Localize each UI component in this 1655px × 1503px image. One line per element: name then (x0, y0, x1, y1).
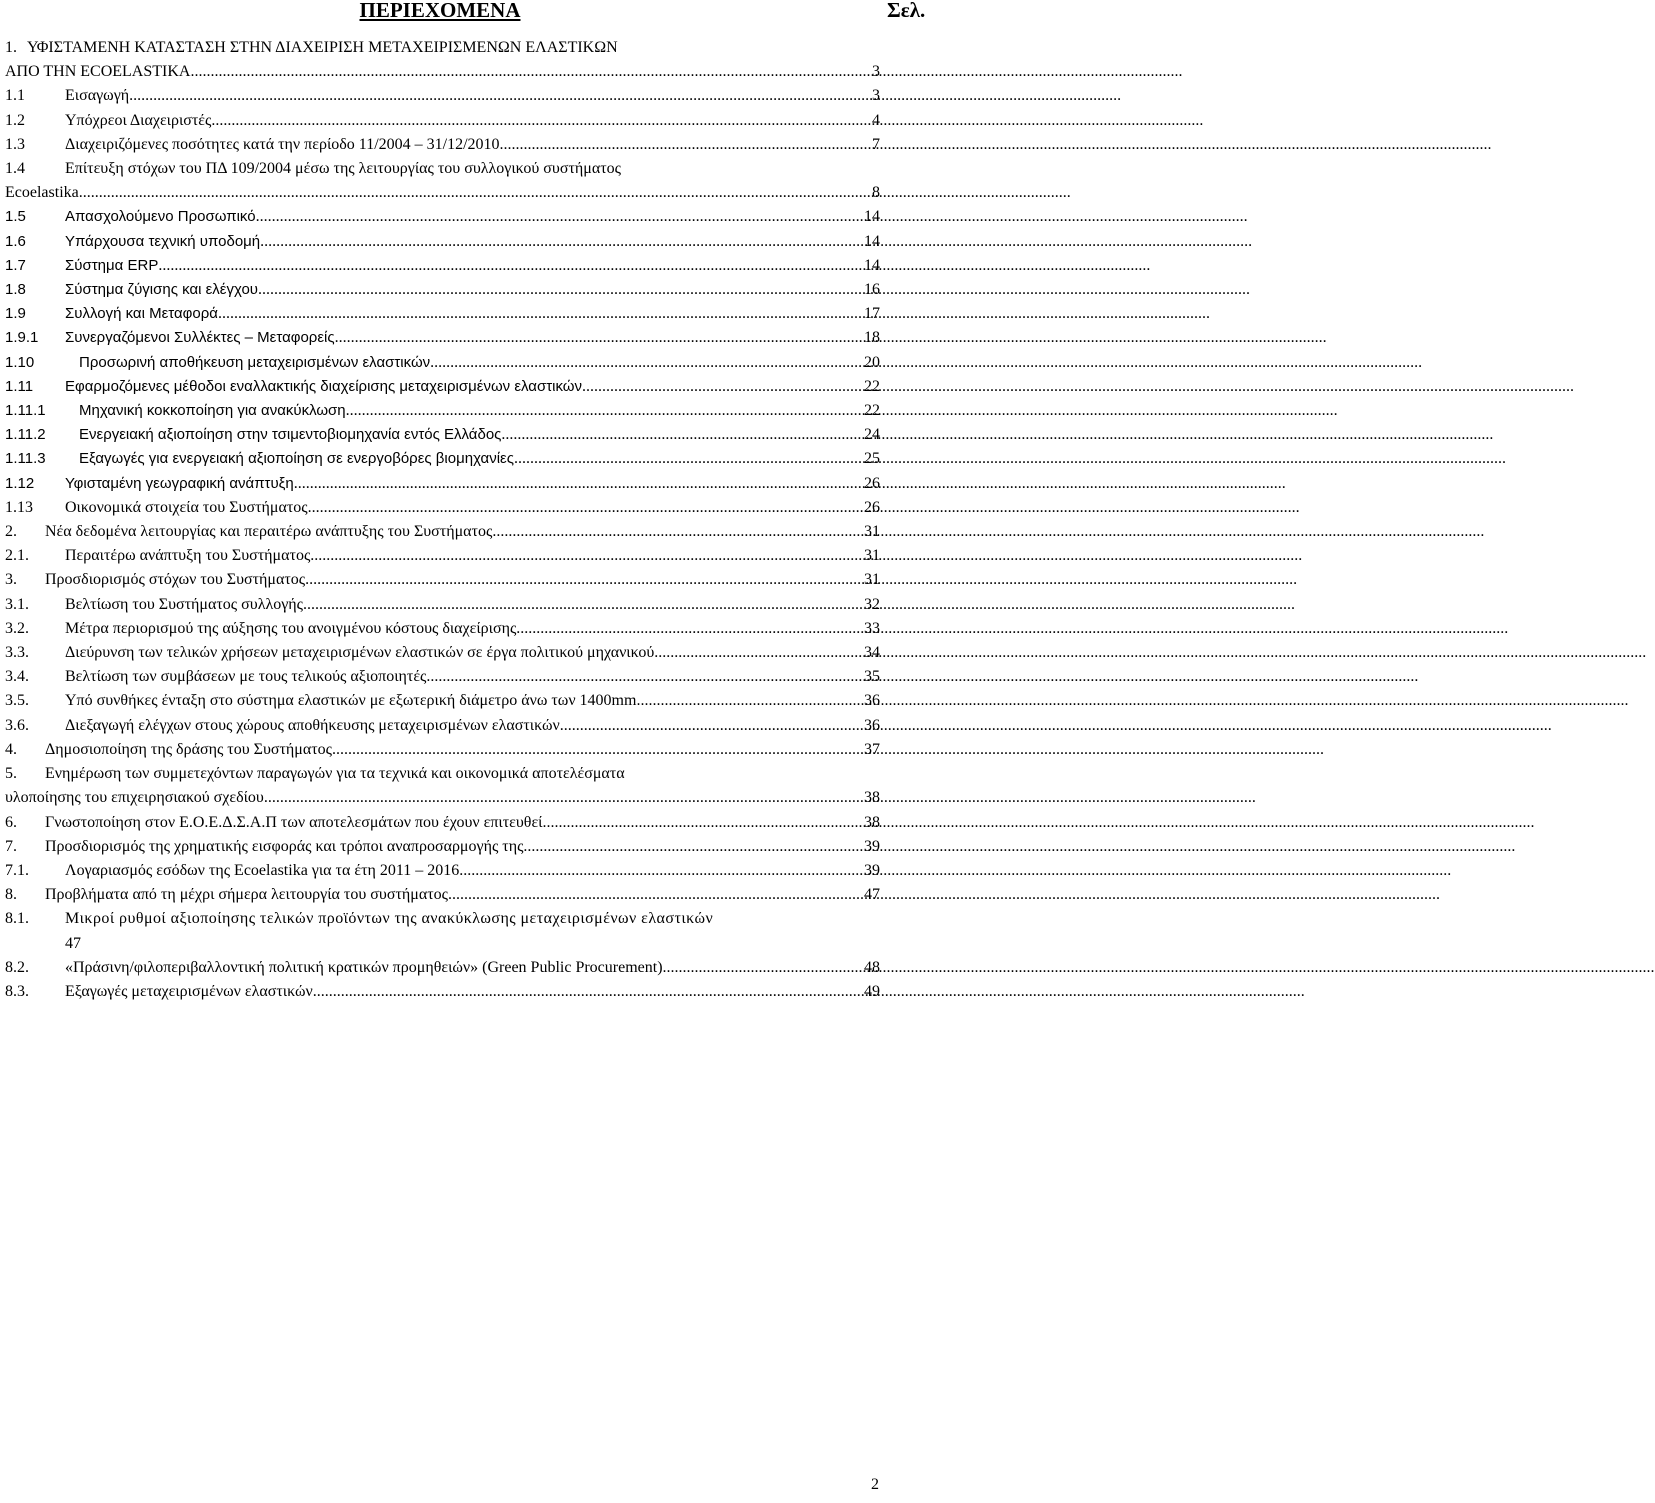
toc-entry[interactable] (5, 689, 880, 713)
toc-entry-number: 1.5 (5, 208, 26, 226)
toc-entry-page: 32 (864, 595, 880, 613)
toc-entry-page: 38 (864, 813, 880, 831)
toc-entry-title: Υπό συνθήκες ένταξη στο σύστημα ελαστικών με εξωτερική διάμετρο άνω των 1400mm (65, 692, 637, 710)
toc-entry[interactable] (5, 254, 880, 278)
toc-entry-title-continued: υλοποίησης του επιχειρησιακού σχεδίου (5, 789, 264, 807)
toc-entry-number: 3.1. (5, 595, 29, 613)
toc-entry-page: 34 (864, 644, 880, 662)
toc-entry-page: 47 (65, 934, 81, 952)
toc-entry-title: Περαιτέρω ανάπτυξη του Συστήματος (65, 547, 311, 565)
toc-entry-page: 3 (872, 87, 880, 105)
toc-entry-title: Εισαγωγή (65, 87, 130, 105)
toc-entry-page: 38 (864, 789, 880, 807)
toc-entry-number: 1.4 (5, 160, 25, 178)
toc-entry-leader (560, 714, 862, 738)
toc-entry[interactable] (5, 326, 880, 350)
toc-entry-title: Υφισταμένη γεωγραφική ανάπτυξη (65, 474, 294, 492)
toc-entry-title: Προσωρινή αποθήκευση μεταχειρισμένων ελαστικών (79, 353, 431, 371)
toc-entry-page: 39 (864, 861, 880, 879)
toc-entry-title: Ενημέρωση των συμμετεχόντων παραγωγών για τα τεχνικά και οικονομικά αποτελέσματα (45, 765, 625, 783)
toc-entry-page: 36 (864, 692, 880, 710)
toc-entry[interactable] (5, 399, 880, 423)
toc-entry-title: Εξαγωγές μεταχειρισμένων ελαστικών (65, 982, 313, 1000)
toc-entry-leader (516, 617, 862, 641)
toc-entry[interactable] (5, 907, 880, 955)
toc-entry-leader (218, 302, 862, 326)
toc-entry-leader (264, 786, 862, 810)
toc-entry[interactable] (5, 617, 880, 641)
toc-entry-leader (305, 568, 862, 592)
toc-entry-page: 7 (872, 135, 880, 153)
toc-entry[interactable] (5, 568, 880, 592)
toc-entry-title: Διεύρυνση των τελικών χρήσεων μεταχειρισμένων ελαστικών σε έργα πολιτικού μηχανικού (65, 644, 655, 662)
page-title: ΠΕΡΙΕΧΟΜΕΝΑ (359, 0, 521, 22)
toc-entry[interactable] (5, 956, 880, 980)
page-number: 2 (871, 1476, 879, 1493)
toc-entry-number: 1.9 (5, 305, 26, 323)
toc-entry-leader (129, 84, 870, 108)
toc-entry-number: 8.1. (5, 910, 29, 928)
toc-entry[interactable] (5, 665, 880, 689)
toc-entry[interactable] (5, 835, 880, 859)
toc-entry-number: 1.11.1 (5, 402, 46, 420)
toc-entry-number: 2.1. (5, 547, 29, 565)
toc-entry-page: 33 (864, 619, 880, 637)
toc-entry-title: Προβλήματα από τη μέχρι σήμερα λειτουργία του συστήματος (45, 886, 448, 904)
toc-entry-number: 1.11.2 (5, 426, 46, 444)
toc-entry-leader (636, 689, 862, 713)
toc-entry-leader (663, 956, 862, 980)
toc-entry-number: 7.1. (5, 861, 29, 879)
toc-entry-number: 1.2 (5, 111, 25, 129)
toc-entry-number: 1.6 (5, 232, 26, 250)
toc-entry-page: 22 (864, 377, 880, 395)
toc-entry-title: Επίτευξη στόχων του ΠΔ 109/2004 μέσω της λειτουργίας του συλλογικού συστήματος (65, 160, 621, 178)
toc-entry-title: Προσδιορισμός στόχων του Συστήματος (45, 571, 306, 589)
toc-entry[interactable] (5, 84, 880, 108)
toc-entry-leader (308, 496, 862, 520)
toc-entry-title-continued: Ecoelastika (5, 184, 79, 202)
toc-entry[interactable] (5, 375, 880, 399)
toc-entry-title: Εξαγωγές για ενεργειακή αξιοποίηση σε ενεργοβόρες βιομηχανίες (79, 450, 514, 468)
toc-entry-leader (158, 254, 862, 278)
toc-entry-number: 1.3 (5, 135, 25, 153)
toc-entry-page: 8 (872, 184, 880, 202)
toc-entry-leader (492, 520, 862, 544)
toc-entry-leader (190, 60, 870, 84)
toc-entry-leader (582, 375, 862, 399)
toc-entry-number: 8.2. (5, 958, 29, 976)
toc-entry-title: Εφαρμοζόμενες μέθοδοι εναλλακτικής διαχείρισης μεταχειρισμένων ελαστικών (65, 377, 583, 395)
toc-entry-number: 3.4. (5, 668, 29, 686)
toc-entry-page: 14 (864, 256, 880, 274)
toc-entry-leader (459, 859, 862, 883)
toc-entry-title: Διεξαγωγή ελέγχων στους χώρους αποθήκευσης μεταχειρισμένων ελαστικών (65, 716, 560, 734)
toc-entry[interactable] (5, 762, 880, 810)
toc-entry-page: 18 (864, 329, 880, 347)
toc-entry-page: 47 (864, 886, 880, 904)
toc-entry[interactable] (5, 811, 880, 835)
toc-entry-leader (514, 447, 862, 471)
toc-entry-number: 1. (5, 39, 17, 56)
toc-entry-number: 3.6. (5, 716, 29, 734)
toc-entry-title: Σύστημα ERP (65, 256, 159, 274)
toc-entry-leader (426, 665, 862, 689)
toc-entry-title: «Πράσινη/φιλοπεριβαλλοντική πολιτική κρατικών προμηθειών» (Green Public Procurement) (65, 958, 663, 976)
toc-entry-number: 1.7 (5, 256, 26, 274)
toc-entry-number: 3.2. (5, 619, 29, 637)
toc-entry[interactable] (5, 859, 880, 883)
toc-entry-leader (346, 399, 862, 423)
toc-entry-number: 7. (5, 837, 17, 855)
toc-entry-leader (260, 230, 862, 254)
toc-entry-title: Προσδιορισμός της χρηματικής εισφοράς και τρόποι αναπροσαρμογής της (45, 837, 524, 855)
toc-entry-title: Σύστημα ζύγισης και ελέγχου (65, 281, 259, 299)
toc-entry-page: 26 (864, 474, 880, 492)
toc-entry-title: Συνεργαζόμενοι Συλλέκτες – Μεταφορείς (65, 329, 335, 347)
toc-entry-title: Μέτρα περιορισμού της αύξησης του ανοιγμένου κόστους διαχείρισης (65, 619, 517, 637)
toc-entry-title: Ενεργειακή αξιοποίηση στην τσιμεντοβιομηχανία εντός Ελλάδος (79, 426, 502, 444)
toc-entry-title: Συλλογή και Μεταφορά (65, 305, 218, 323)
toc-entry-leader (79, 181, 870, 205)
toc-entry[interactable] (5, 883, 880, 907)
toc-entry-page: 24 (864, 426, 880, 444)
toc-entry-title: Διαχειριζόμενες ποσότητες κατά την περίοδο 11/2004 – 31/12/2010 (65, 135, 500, 153)
toc-entry-title: Οικονομικά στοιχεία του Συστήματος (65, 498, 308, 516)
toc-entry-title: Μικροί ρυθμοί αξιοποίησης τελικών προϊόντων της ανακύκλωσης μεταχειρισμένων ελαστικών (65, 910, 714, 928)
toc-entry-title: Βελτίωση του Συστήματος συλλογής (65, 595, 303, 613)
toc-entry[interactable] (5, 496, 880, 520)
toc-entry-title: Υπόχρεοι Διαχειριστές (65, 111, 212, 129)
toc-entry-page: 35 (864, 668, 880, 686)
page-column-label: Σελ. (887, 0, 926, 22)
toc-entry-leader (211, 109, 870, 133)
toc-entry[interactable] (5, 593, 880, 617)
table-of-contents (5, 36, 880, 1004)
toc-entry-title-continued: ΑΠΟ ΤΗΝ ECOELASTIKA (5, 63, 191, 81)
toc-entry[interactable] (5, 133, 880, 157)
toc-entry-leader (256, 205, 862, 229)
toc-entry-page: 48 (864, 958, 880, 976)
toc-entry-title: Μηχανική κοκκοποίηση για ανακύκλωση (79, 402, 346, 420)
toc-entry-page: 17 (864, 305, 880, 323)
toc-entry-page: 22 (864, 402, 880, 420)
toc-entry-number: 1.11.3 (5, 450, 46, 468)
toc-entry-number: 3.5. (5, 692, 29, 710)
toc-entry-page: 49 (864, 982, 880, 1000)
toc-entry[interactable] (5, 423, 880, 447)
toc-entry-title: Βελτίωση των συμβάσεων με τους τελικούς αξιοποιητές (65, 668, 427, 686)
toc-entry-title: Λογαριασμός εσόδων της Ecoelastika για τα έτη 2011 – 2016 (65, 861, 460, 879)
toc-entry-leader (448, 883, 862, 907)
toc-entry-leader (335, 326, 862, 350)
toc-entry-leader (258, 278, 862, 302)
toc-entry-number: 8.3. (5, 982, 29, 1000)
toc-entry-page: 3 (872, 63, 880, 81)
toc-entry-page: 31 (864, 523, 880, 541)
toc-entry-number: 1.9.1 (5, 329, 39, 347)
toc-entry[interactable] (5, 472, 880, 496)
toc-entry[interactable] (5, 544, 880, 568)
toc-entry[interactable] (5, 36, 880, 84)
toc-entry-leader (523, 835, 862, 859)
toc-entry-title: Νέα δεδομένα λειτουργίας και περαιτέρω ανάπτυξης του Συστήματος (45, 523, 493, 541)
toc-entry-number: 1.12 (5, 474, 35, 492)
toc-entry[interactable] (5, 641, 880, 665)
toc-entry-leader (501, 423, 862, 447)
toc-entry[interactable] (5, 278, 880, 302)
toc-entry-page: 39 (864, 837, 880, 855)
toc-entry-number: 3. (5, 571, 17, 589)
toc-entry[interactable] (5, 230, 880, 254)
toc-entry[interactable] (5, 109, 880, 133)
toc-entry-number: 2. (5, 523, 17, 541)
toc-entry-number: 1.10 (5, 353, 35, 371)
toc-entry[interactable] (5, 351, 880, 375)
toc-entry[interactable] (5, 520, 880, 544)
toc-entry[interactable] (5, 302, 880, 326)
toc-entry-leader (654, 641, 862, 665)
toc-entry-page: 14 (864, 232, 880, 250)
toc-entry-title: Υπάρχουσα τεχνική υποδομή (65, 232, 261, 250)
toc-entry-number: 1.1 (5, 87, 25, 105)
toc-entry-page: 20 (864, 353, 880, 371)
toc-entry-page: 16 (864, 281, 880, 299)
toc-entry[interactable] (5, 980, 880, 1004)
toc-entry-leader (430, 351, 862, 375)
toc-entry-page: 36 (864, 716, 880, 734)
toc-entry-page: 31 (864, 547, 880, 565)
toc-entry-leader (500, 133, 870, 157)
toc-entry[interactable] (5, 738, 880, 762)
toc-entry-number: 5. (5, 765, 17, 783)
toc-entry-title: ΥΦΙΣΤΑΜΕΝΗ ΚΑΤΑΣΤΑΣΗ ΣΤΗΝ ΔΙΑΧΕΙΡΙΣΗ ΜΕΤΑΧΕΙΡΙΣΜΕΝΩΝ ΕΛΑΣΤΙΚΩΝ (27, 39, 618, 56)
toc-entry-page: 31 (864, 571, 880, 589)
toc-entry-leader (313, 980, 862, 1004)
toc-entry-number: 1.8 (5, 281, 26, 299)
toc-entry-title: Απασχολούμενο Προσωπικό (65, 208, 256, 226)
toc-entry-title: Γνωστοποίηση στον Ε.Ο.Ε.Δ.Σ.Α.Π των αποτελεσμάτων που έχουν επιτευθεί (45, 813, 543, 831)
toc-entry[interactable] (5, 714, 880, 738)
toc-entry[interactable] (5, 205, 880, 229)
toc-entry-number: 8. (5, 886, 17, 904)
toc-entry-leader (332, 738, 862, 762)
toc-entry-number: 3.3. (5, 644, 29, 662)
toc-entry-number: 4. (5, 740, 17, 758)
toc-entry-leader (310, 544, 862, 568)
toc-entry-leader (294, 472, 862, 496)
toc-entry-page: 37 (864, 740, 880, 758)
toc-entry-number: 6. (5, 813, 17, 831)
toc-entry-leader (303, 593, 862, 617)
toc-entry[interactable] (5, 157, 880, 205)
toc-entry-page: 4 (872, 111, 880, 129)
toc-entry-number: 1.11 (5, 377, 34, 395)
toc-entry-page: 25 (864, 450, 880, 468)
toc-entry-page: 26 (864, 498, 880, 516)
toc-entry-number: 1.13 (5, 498, 33, 516)
toc-entry[interactable] (5, 447, 880, 471)
toc-entry-leader (542, 811, 862, 835)
toc-entry-page: 14 (864, 208, 880, 226)
toc-entry-title: Δημοσιοποίηση της δράσης του Συστήματος (45, 740, 333, 758)
